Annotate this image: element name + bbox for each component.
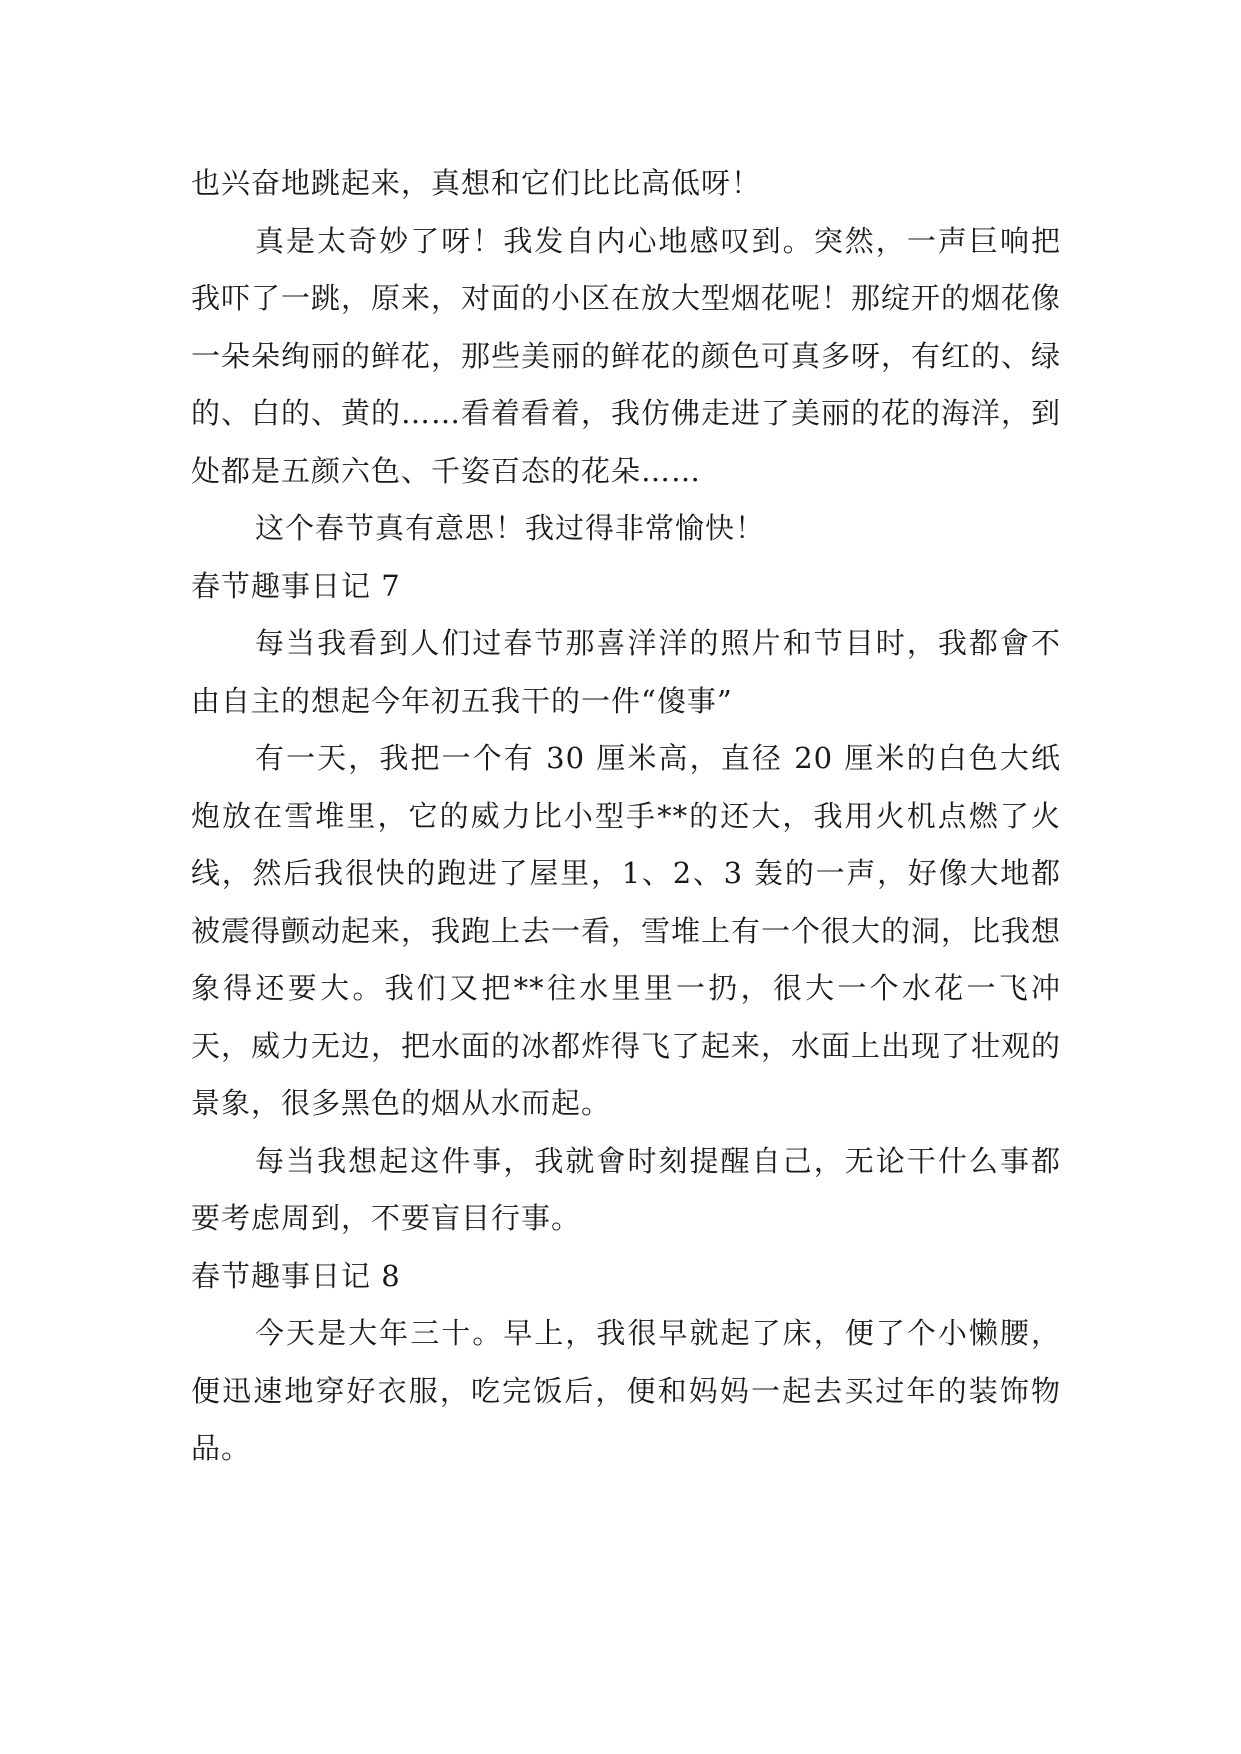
document-body bbox=[191, 155, 1061, 1478]
section-heading: 春节趣事日记 8 bbox=[191, 1258, 401, 1293]
paragraph: 也兴奋地跳起来，真想和它们比比高低呀！ bbox=[191, 166, 762, 200]
paragraph: 这个春节真有意思！我过得非常愉快！ bbox=[255, 511, 766, 545]
paragraph: 每当我看到人们过春节那喜洋洋的照片和节目时，我都會不由自主的想起今年初五我干的一件“傻事” bbox=[191, 626, 1061, 718]
paragraph: 今天是大年三十。早上，我很早就起了床，便了个小懒腰，便迅速地穿好衣服，吃完饭后，便和妈妈一起去买过年的装饰物品。 bbox=[191, 1316, 1061, 1465]
section-heading: 春节趣事日记 7 bbox=[191, 568, 401, 603]
paragraph: 真是太奇妙了呀！我发自内心地感叹到。突然，一声巨响把我吓了一跳，原来，对面的小区在放大型烟花呢！那绽开的烟花像一朵朵绚丽的鲜花，那些美丽的鲜花的颜色可真多呀，有红的、绿的、白的、黄的……看着看着，我仿佛走进了美丽的花的海洋，到处都是五颜六色、千姿百态的花朵…… bbox=[191, 223, 1062, 488]
paragraph: 有一天，我把一个有 30 厘米高，直径 20 厘米的白色大纸炮放在雪堆里，它的威力比小型手**的还大，我用火机点燃了火线，然后我很快的跑进了屋里，1、2、3 轰的一声，好像大地都被震得颤动起来，我跑上去一看，雪堆上有一个很大的洞，比我想象得还要大。我们又把**往水里里一扔，很大一个水花一飞冲天，威力无边，把水面的冰都炸得飞了起来，水面上出现了壮观的景象，很多黑色的烟从水而起。 bbox=[191, 741, 1062, 1120]
paragraph: 每当我想起这件事，我就會时刻提醒自己，无论干什么事都要考虑周到，不要盲目行事。 bbox=[191, 1143, 1061, 1235]
